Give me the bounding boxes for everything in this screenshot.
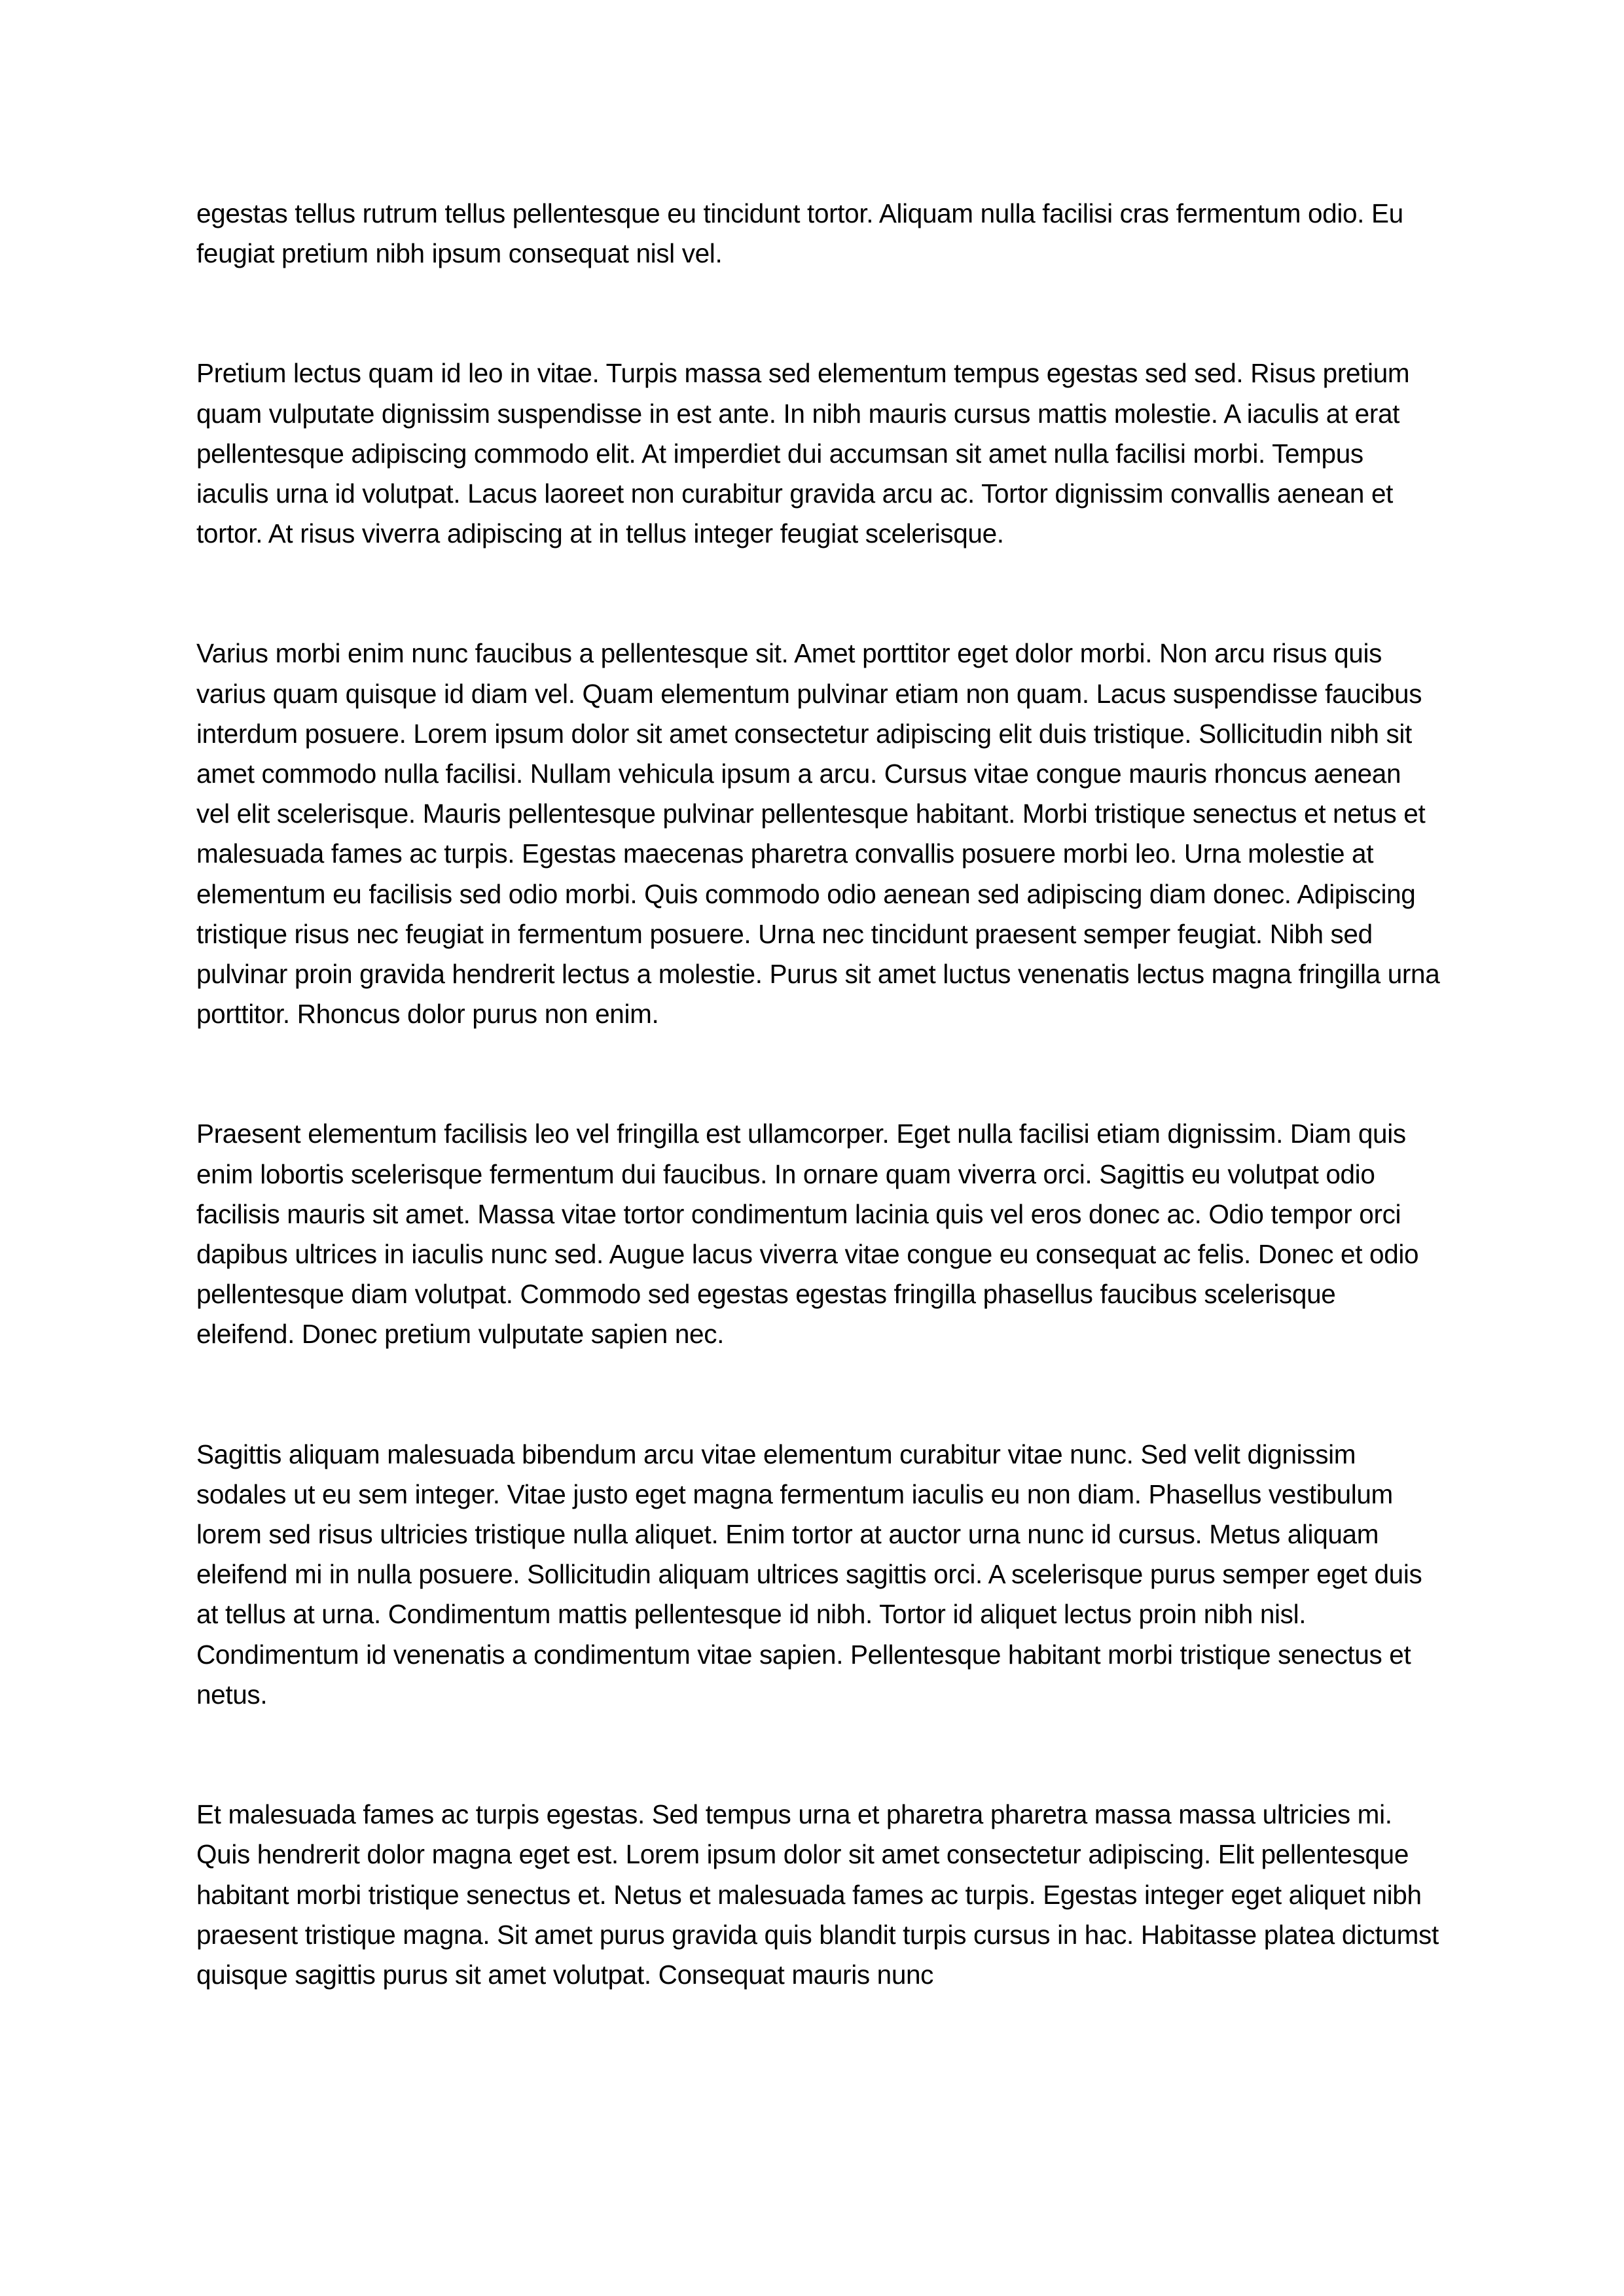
paragraph-4: Praesent elementum facilisis leo vel fringilla est ullamcorper. Eget nulla facilisi etiam dignissim. Diam quis enim lobortis scelerisque fermentum dui faucibus. In ornare quam viverra orci. Sagittis eu volutpat odio facilisis mauris sit amet. Massa vitae tortor condimentum lacinia quis vel eros donec ac. Odio tempor orci dapibus ultrices in iaculis nunc sed. Augue lacus viverra vitae congue eu consequat ac felis. Donec et odio pellentesque diam volutpat. Commodo sed egestas egestas fringilla phasellus faucibus scelerisque eleifend. Donec pretium vulputate sapien nec. xyxy=(196,1119,1419,1350)
paragraph-3: Varius morbi enim nunc faucibus a pellentesque sit. Amet porttitor eget dolor morbi. Non arcu risus quis varius quam quisque id diam vel. Quam elementum pulvinar etiam non quam. Lacus suspendisse faucibus interdum posuere. Lorem ipsum dolor sit amet consectetur adipiscing elit duis tristique. Sollicitudin nibh sit amet commodo nulla facilisi. Nullam vehicula ipsum a arcu. Cursus vitae congue mauris rhoncus aenean vel elit scelerisque. Mauris pellentesque pulvinar pellentesque habitant. Morbi tristique senectus et netus et malesuada fames ac turpis. Egestas maecenas pharetra convallis posuere morbi leo. Urna molestie at elementum eu facilisis sed odio morbi. Quis commodo odio aenean sed adipiscing diam donec. Adipiscing tristique risus nec feugiat in fermentum posuere. Urna nec tincidunt praesent semper feugiat. Nibh sed pulvinar proin gravida hendrerit lectus a molestie. Purus sit amet luctus venenatis lectus magna fringilla urna porttitor. Rhoncus dolor purus non enim. xyxy=(196,638,1440,1030)
paragraph-1: egestas tellus rutrum tellus pellentesque eu tincidunt tortor. Aliquam nulla facilisi cras fermentum odio. Eu feugiat pretium nibh ipsum consequat nisl vel. xyxy=(196,198,1403,269)
document-body xyxy=(196,194,1440,1995)
paragraph-2: Pretium lectus quam id leo in vitae. Turpis massa sed elementum tempus egestas sed sed. Risus pretium quam vulputate dignissim suspendisse in est ante. In nibh mauris cursus mattis molestie. A iaculis at erat pellentesque adipiscing commodo elit. At imperdiet dui accumsan sit amet nulla facilisi morbi. Tempus iaculis urna id volutpat. Lacus laoreet non curabitur gravida arcu ac. Tortor dignissim convallis aenean et tortor. At risus viverra adipiscing at in tellus integer feugiat scelerisque. xyxy=(196,358,1410,549)
paragraph-6: Et malesuada fames ac turpis egestas. Sed tempus urna et pharetra pharetra massa massa ultricies mi. Quis hendrerit dolor magna eget est. Lorem ipsum dolor sit amet consectetur adipiscing. Elit pellentesque habitant morbi tristique senectus et. Netus et malesuada fames ac turpis. Egestas integer eget aliquet nibh praesent tristique magna. Sit amet purus gravida quis blandit turpis cursus in hac. Habitasse platea dictumst quisque sagittis purus sit amet volutpat. Consequat mauris nunc xyxy=(196,1799,1439,1990)
paragraph-5: Sagittis aliquam malesuada bibendum arcu vitae elementum curabitur vitae nunc. Sed velit dignissim sodales ut eu sem integer. Vitae justo eget magna fermentum iaculis eu non diam. Phasellus vestibulum lorem sed risus ultricies tristique nulla aliquet. Enim tortor at auctor urna nunc id cursus. Metus aliquam eleifend mi in nulla posuere. Sollicitudin aliquam ultrices sagittis orci. A scelerisque purus semper eget duis at tellus at urna. Condimentum mattis pellentesque id nibh. Tortor id aliquet lectus proin nibh nisl. Condimentum id venenatis a condimentum vitae sapien. Pellentesque habitant morbi tristique senectus et netus. xyxy=(196,1439,1422,1710)
